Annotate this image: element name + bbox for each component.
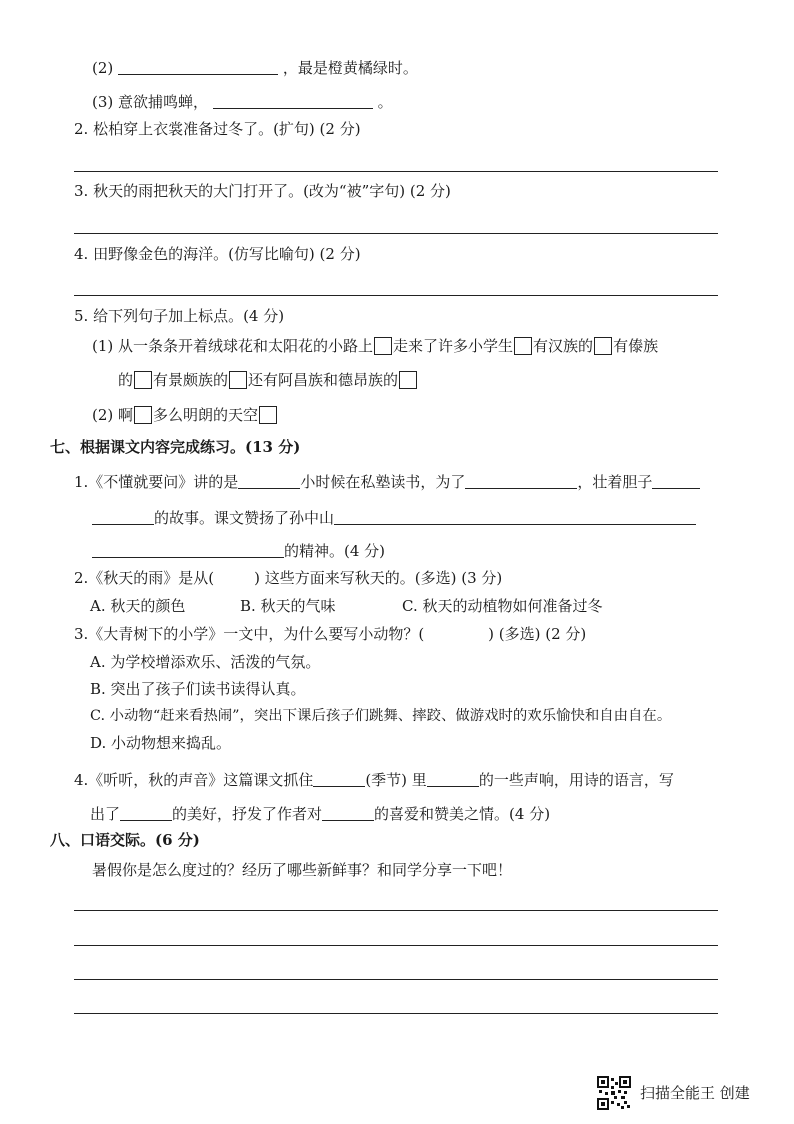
s7-q2-option-c: C. 秋天的动植物如何准备过冬 xyxy=(402,597,603,615)
s7-q3: 3.《大青树下的小学》一文中，为什么要写小动物？( ) (多选) (2 分) xyxy=(74,625,587,643)
question-3: 3. 秋天的雨把秋天的大门打开了。(改为“被”字句) (2 分) xyxy=(74,182,451,200)
q5-sentence-2: (2) 啊 多么明朗的天空 xyxy=(92,405,278,425)
answer-line[interactable] xyxy=(74,910,718,911)
fill-blank[interactable] xyxy=(120,806,172,821)
s7-q3-option-b: B. 突出了孩子们读书读得认真。 xyxy=(90,680,306,698)
fill-blank[interactable] xyxy=(427,772,479,787)
fill-blank[interactable] xyxy=(118,60,278,75)
qr-code-icon xyxy=(597,1076,631,1110)
q1-3-line: (3) 意欲捕鸣蝉， 。 xyxy=(92,93,393,111)
q5-sentence-1-cont: 的 有景颇族的 还有阿昌族和德昂族的 xyxy=(118,370,418,390)
punctuation-box[interactable] xyxy=(594,337,612,355)
answer-line[interactable] xyxy=(74,979,718,980)
answer-line[interactable] xyxy=(74,295,718,296)
section-8-heading: 八、口语交际。(6 分) xyxy=(50,831,200,849)
s7-q2: 2.《秋天的雨》是从( ) 这些方面来写秋天的。(多选) (3 分) xyxy=(74,569,503,587)
punctuation-box[interactable] xyxy=(399,371,417,389)
fill-blank[interactable] xyxy=(92,510,154,525)
s7-q3-option-a: A. 为学校增添欢乐、活泼的气氛。 xyxy=(90,653,321,671)
question-2: 2. 松柏穿上衣裳准备过冬了。(扩句) (2 分) xyxy=(74,120,361,138)
scanner-watermark-text: 扫描全能王 创建 xyxy=(640,1084,750,1102)
fill-blank[interactable] xyxy=(465,474,577,489)
question-5: 5. 给下列句子加上标点。(4 分) xyxy=(74,307,285,325)
section-8-prompt: 暑假你是怎么度过的？经历了哪些新鲜事？和同学分享一下吧！ xyxy=(92,861,513,879)
q1-2-line: (2) ，最是橙黄橘绿时。 xyxy=(92,59,418,77)
answer-line[interactable] xyxy=(74,233,718,234)
punctuation-box[interactable] xyxy=(374,337,392,355)
fill-blank[interactable] xyxy=(213,94,373,109)
answer-line[interactable] xyxy=(74,1013,718,1014)
fill-blank[interactable] xyxy=(313,772,365,787)
punctuation-box[interactable] xyxy=(514,337,532,355)
question-4: 4. 田野像金色的海洋。(仿写比喻句) (2 分) xyxy=(74,245,361,263)
fill-blank[interactable] xyxy=(322,806,374,821)
s7-q3-option-d: D. 小动物想来捣乱。 xyxy=(90,734,232,752)
answer-line[interactable] xyxy=(74,171,718,172)
s7-q1-line1: 1.《不懂就要问》讲的是 小时候在私塾读书，为了 ，壮着胆子 xyxy=(74,472,700,492)
punctuation-box[interactable] xyxy=(134,406,152,424)
q5-sentence-1: (1) 从一条条开着绒球花和太阳花的小路上 走来了许多小学生 有汉族的 有傣族 xyxy=(92,337,659,355)
answer-line[interactable] xyxy=(74,945,718,946)
s7-q1-line2: 的故事。课文赞扬了孙中山 xyxy=(92,508,696,528)
fill-blank[interactable] xyxy=(334,510,696,525)
s7-q4-line1: 4.《听听，秋的声音》这篇课文抓住 (季节) 里 的一些声响，用诗的语言，写 xyxy=(74,771,674,789)
section-7-heading: 七、根据课文内容完成练习。(13 分) xyxy=(50,438,301,456)
punctuation-box[interactable] xyxy=(229,371,247,389)
fill-blank[interactable] xyxy=(92,543,284,558)
punctuation-box[interactable] xyxy=(134,371,152,389)
s7-q1-line3: 的精神。(4 分) xyxy=(92,541,385,561)
s7-q3-option-c: C. 小动物“赶来看热闹”，突出下课后孩子们跳舞、摔跤、做游戏时的欢乐愉快和自由自在。 xyxy=(90,708,672,724)
s7-q2-option-b: B. 秋天的气味 xyxy=(240,597,336,615)
s7-q4-line2: 出了 的美好，抒发了作者对 的喜爱和赞美之情。(4 分) xyxy=(90,805,551,823)
fill-blank[interactable] xyxy=(238,474,300,489)
punctuation-box[interactable] xyxy=(259,406,277,424)
fill-blank[interactable] xyxy=(652,474,700,489)
s7-q2-option-a: A. 秋天的颜色 xyxy=(90,597,186,615)
